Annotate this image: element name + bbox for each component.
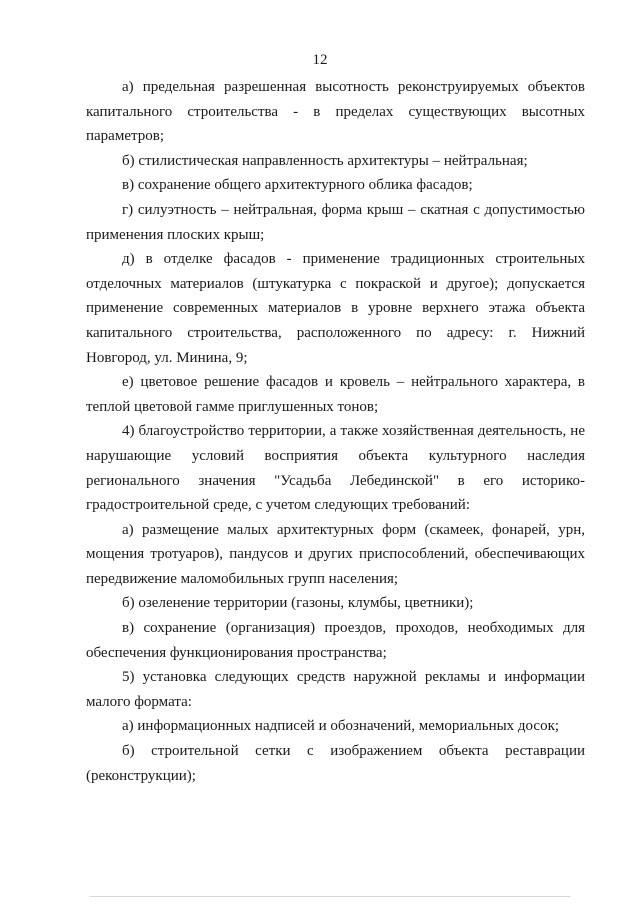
paragraph-d-silhouette: г) силуэтность – нейтральная, форма крыш – скатная с допустимостью применения плоских крыш; <box>86 201 585 243</box>
paragraph-a-height: а) предельная разрешенная высотность реконструируемых объектов капитального строительства - в пределах существующих высотных параметров; <box>86 79 585 145</box>
paragraph-5-advertising: 5) установка следующих средств наружной рекламы и информации малого формата: <box>86 669 585 710</box>
paragraph-c-passages: в) сохранение (организация) проездов, проходов, необходимых для обеспечения функционирования пространства; <box>86 620 585 661</box>
paragraph-c-facades: в) сохранение общего архитектурного облика фасадов; <box>122 177 473 194</box>
paragraph-b-style: б) стилистическая направленность архитектуры – нейтральная; <box>122 152 528 169</box>
paragraph-a-small-forms: а) размещение малых архитектурных форм (скамеек, фонарей, урн, мощения тротуаров), пандусов и других приспособлений, обеспечивающих передвижение маломобильных групп населения; <box>86 521 585 587</box>
paragraph-e-finishing: д) в отделке фасадов - применение традиционных строительных отделочных материалов (штукатурка с покраской и другое); допускается применение современных материалов в уровне верхнего этажа объекта капитального строительства, расположенного по адресу: г. Нижний Новгород, ул. Минина, 9; <box>86 251 585 366</box>
paragraph-4-landscaping: 4) благоустройство территории, а также хозяйственная деятельность, не нарушающие условий восприятия объекта культурного наследия регионального значения "Усадьба Лебединской" в его историко-градостроительной среде, с учетом следующих требований: <box>86 423 585 514</box>
paragraph-b-mesh: б) строительной сетки с изображением объекта реставрации (реконструкции); <box>86 743 585 784</box>
document-body <box>86 75 585 788</box>
paragraph-a-signs: а) информационных надписей и обозначений, мемориальных досок; <box>122 718 560 735</box>
paragraph-b-greenery: б) озеленение территории (газоны, клумбы, цветники); <box>122 595 474 612</box>
scan-edge-line <box>90 896 570 897</box>
page-number: 12 <box>312 52 328 68</box>
paragraph-f-colors: е) цветовое решение фасадов и кровель – нейтрального характера, в теплой цветовой гамме приглушенных тонов; <box>86 374 585 415</box>
